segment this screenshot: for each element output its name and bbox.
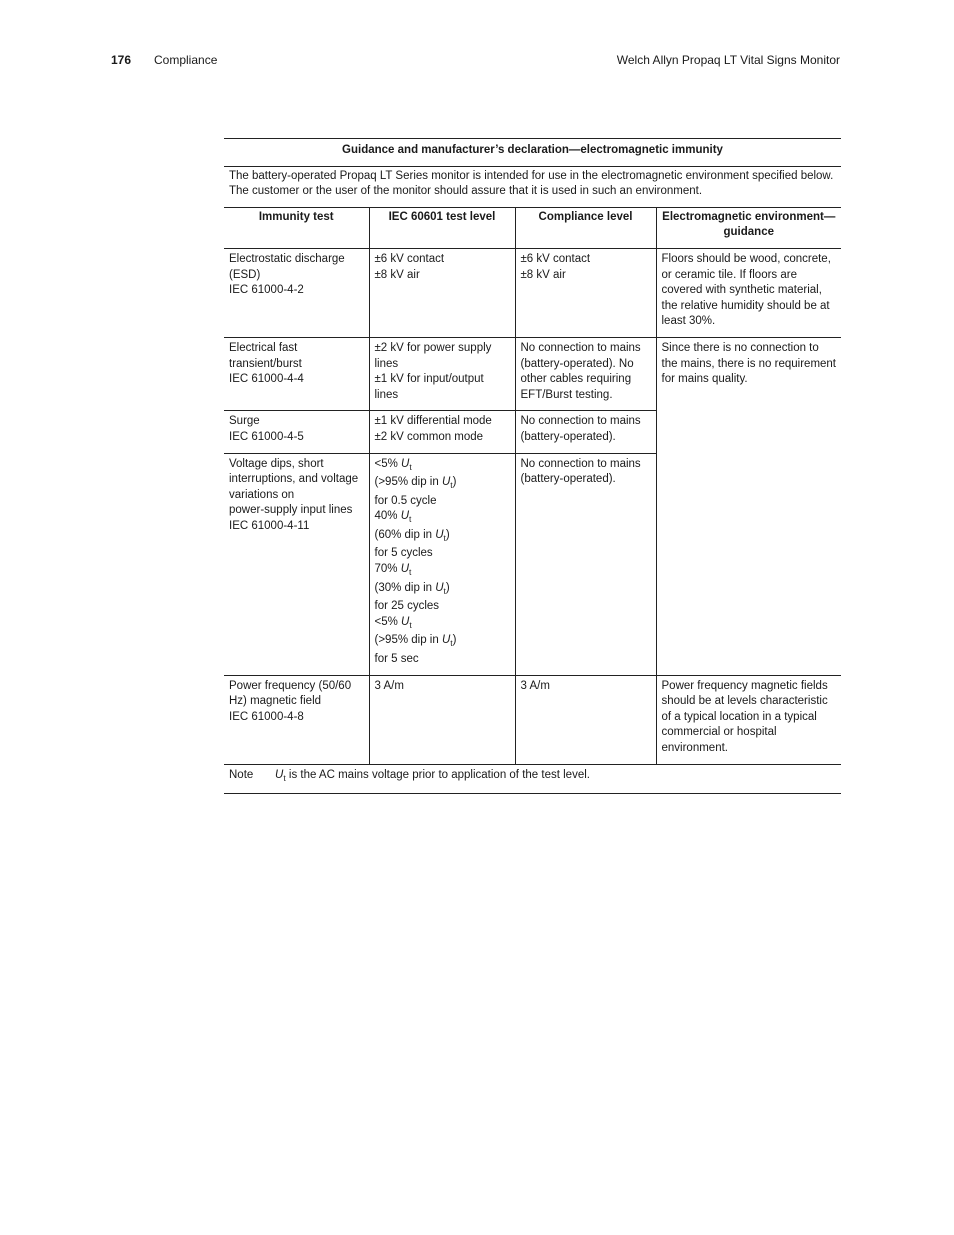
compliance-level-cell — [515, 411, 656, 453]
cell-line: Electrostatic discharge — [229, 252, 345, 265]
level-text: 70% — [374, 563, 401, 576]
ut-symbol: U — [400, 563, 410, 576]
cell-line: No connection to mains — [520, 415, 641, 428]
table-title: Guidance and manufacturer’s declaration—electromagnetic immunity — [224, 139, 841, 167]
note-text: is the AC mains voltage prior to application of the test level. — [285, 768, 590, 781]
level-text: ) — [445, 528, 450, 541]
cell-line: Electrical fast — [229, 341, 298, 354]
ut-subscript: t — [283, 772, 286, 783]
immunity-test-cell — [224, 248, 369, 337]
cell-line: ±6 kV contact — [374, 252, 445, 265]
level-text: ) — [452, 634, 457, 647]
test-level-cell — [369, 337, 515, 410]
ut-symbol: U — [401, 615, 410, 628]
ut-subscript: t — [409, 461, 412, 472]
cell-line: for 25 cycles — [374, 600, 440, 613]
level-text: <5% — [374, 615, 402, 628]
compliance-level-cell: 3 A/m — [515, 675, 656, 764]
level-text: (30% dip in — [374, 581, 436, 594]
ut-subscript: t — [409, 514, 412, 525]
ut-subscript: t — [450, 638, 453, 649]
cell-line: power-supply input lines — [229, 504, 353, 517]
page-number: 176 — [111, 53, 132, 67]
immunity-test-cell — [224, 675, 369, 764]
cell-line: ±1 kV for input/output — [374, 373, 484, 386]
cell-line — [375, 562, 510, 581]
ut-subscript: t — [443, 532, 446, 543]
cell-line: ±6 kV contact — [520, 252, 591, 265]
column-header-guidance: Electromagnetic environment—guidance — [656, 207, 841, 248]
cell-line: for 5 sec — [374, 653, 419, 666]
table-note — [224, 764, 841, 794]
cell-line — [375, 509, 510, 528]
cell-line: for 5 cycles — [374, 547, 433, 560]
cell-line: (battery-operated). — [520, 473, 616, 486]
document-title: Welch Allyn Propaq LT Vital Signs Monitor — [616, 53, 840, 67]
cell-line — [375, 581, 510, 600]
ut-subscript: t — [450, 480, 453, 491]
cell-line — [375, 633, 510, 652]
ut-symbol: U — [435, 528, 444, 541]
level-text: <5% — [374, 457, 402, 470]
ut-symbol: U — [401, 457, 410, 470]
table-intro — [224, 166, 841, 207]
immunity-test-cell — [224, 337, 369, 410]
ut-symbol: U — [435, 581, 444, 594]
cell-line: ±1 kV differential mode — [374, 415, 492, 428]
cell-line: IEC 61000-4-11 — [229, 519, 310, 532]
level-text: 40% — [374, 510, 401, 523]
cell-line: Voltage dips, short — [229, 457, 324, 470]
column-header-row — [224, 207, 841, 248]
cell-line — [375, 528, 510, 547]
table-row-esd — [224, 248, 841, 337]
ut-subscript: t — [443, 585, 446, 596]
test-level-cell — [369, 248, 515, 337]
cell-line: IEC 61000-4-5 — [229, 430, 304, 443]
ut-symbol: U — [441, 476, 451, 489]
cell-line: ±8 kV air — [520, 268, 566, 281]
ut-symbol: U — [441, 634, 451, 647]
cell-line: Surge — [229, 415, 260, 428]
test-level-cell — [369, 453, 515, 675]
immunity-test-cell — [224, 411, 369, 453]
cell-line: IEC 61000-4-8 — [229, 710, 304, 723]
cell-line — [375, 615, 510, 634]
intro-line: The customer or the user of the monitor should assure that it is used in such an environment. — [229, 185, 703, 198]
level-text: ) — [452, 476, 457, 489]
cell-line: transient/burst — [229, 357, 302, 370]
guidance-cell: Power frequency magnetic fields should be at levels characteristic of a typical location in a typical commercial or hospital environment. — [656, 675, 841, 764]
cell-line — [375, 475, 510, 494]
level-text: (>95% dip in — [374, 476, 442, 489]
level-text: (60% dip in — [374, 528, 436, 541]
cell-line: other cables requiring — [520, 373, 632, 386]
cell-line: lines — [374, 388, 399, 401]
cell-line: interruptions, and voltage — [229, 473, 359, 486]
table-note-row — [224, 764, 841, 794]
cell-line: IEC 61000-4-4 — [229, 373, 304, 386]
note-label: Note — [229, 768, 254, 781]
cell-line: EFT/Burst testing. — [520, 388, 613, 401]
cell-line — [375, 457, 510, 476]
column-header-immunity-test: Immunity test — [224, 207, 369, 248]
ut-symbol: U — [275, 768, 284, 781]
level-text: (>95% dip in — [374, 634, 442, 647]
guidance-cell-mains: Since there is no connection to the mains, there is no requirement for mains quality. — [656, 337, 841, 675]
cell-line: No connection to mains — [520, 457, 641, 470]
compliance-level-cell — [515, 453, 656, 675]
ut-subscript: t — [409, 567, 412, 578]
cell-line: (battery-operated). — [520, 430, 616, 443]
ut-symbol: U — [400, 510, 410, 523]
table-row-power-frequency — [224, 675, 841, 764]
column-header-compliance-level: Compliance level — [515, 207, 656, 248]
cell-line: No connection to mains — [520, 341, 641, 354]
column-header-test-level: IEC 60601 test level — [369, 207, 515, 248]
compliance-level-cell — [515, 337, 656, 410]
test-level-cell: 3 A/m — [369, 675, 515, 764]
page-header — [111, 52, 840, 68]
cell-line: ±2 kV for power supply — [374, 341, 492, 354]
cell-line: Power frequency (50/60 — [229, 679, 352, 692]
ut-subscript: t — [409, 619, 412, 630]
cell-line: Hz) magnetic field — [229, 695, 322, 708]
test-level-cell — [369, 411, 515, 453]
cell-line: ±2 kV common mode — [374, 430, 484, 443]
cell-line: (battery-operated). No — [520, 357, 634, 370]
cell-line: lines — [374, 357, 399, 370]
level-text: ) — [445, 581, 450, 594]
cell-line: for 0.5 cycle — [374, 494, 437, 507]
cell-line: IEC 61000-4-2 — [229, 284, 304, 297]
compliance-level-cell — [515, 248, 656, 337]
cell-line: ±8 kV air — [374, 268, 420, 281]
guidance-cell: Floors should be wood, concrete, or ceramic tile. If floors are covered with synthetic material, the relative humidity should be at least 30%. — [656, 248, 841, 337]
intro-line: The battery-operated Propaq LT Series monitor is intended for use in the electromagnetic environment specified below. — [229, 169, 834, 182]
immunity-test-cell — [224, 453, 369, 675]
section-name: Compliance — [154, 53, 218, 67]
table-row-eft — [224, 337, 841, 410]
cell-line: variations on — [229, 488, 295, 501]
emc-immunity-table — [224, 138, 841, 794]
cell-line: (ESD) — [229, 268, 261, 281]
